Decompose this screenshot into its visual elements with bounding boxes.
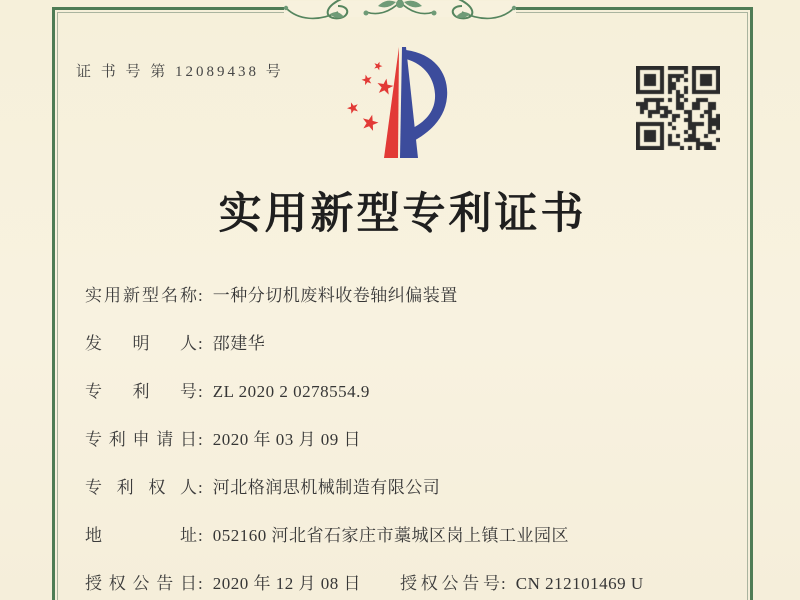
field-label: 发明人 [85,334,197,353]
qr-code [636,66,720,150]
colon: : [198,286,203,305]
colon: : [501,574,506,593]
field-value: 2020 年 03 月 09 日 [212,430,361,449]
colon: : [198,574,203,593]
colon: : [198,334,203,353]
field-label: 专利号 [85,382,197,401]
patent-logo-icon [340,45,460,160]
field-label: 专利权人 [85,478,197,497]
field-value: CN 212101469 U [515,574,644,593]
field-value: 一种分切机废料收卷轴纠偏装置 [212,286,458,305]
field-value: 河北格润思机械制造有限公司 [212,478,441,497]
field-label: 授权公告日 [85,574,197,593]
certificate-title: 实用新型专利证书 [218,191,587,238]
field-value: 2020 年 12 月 08 日 [212,574,361,593]
field-value: 052160 河北省石家庄市藁城区岗上镇工业园区 [212,526,569,545]
field-label: 专利申请日 [85,430,197,449]
flourish-ornament-icon [278,0,522,30]
field-grant-number [400,572,644,596]
field-value: 邵建华 [212,334,266,353]
field-row-filing-date [85,428,725,452]
field-list [85,284,725,600]
field-label: 授权公告号 [400,574,500,593]
field-label: 地址 [85,526,197,545]
field-label: 实用新型名称 [85,286,197,305]
field-row-address [85,524,725,548]
field-row-patentee [85,476,725,500]
certificate-number: 证 书 号 第 12089438 号 [76,64,284,80]
colon: : [198,382,203,401]
field-row-patent-number [85,380,725,404]
colon: : [198,526,203,545]
field-row-inventor [85,332,725,356]
colon: : [198,478,203,497]
field-value: ZL 2020 2 0278554.9 [212,382,370,401]
field-row-grant-date [85,572,725,596]
field-row-utility-model-name [85,284,725,308]
colon: : [198,430,203,449]
